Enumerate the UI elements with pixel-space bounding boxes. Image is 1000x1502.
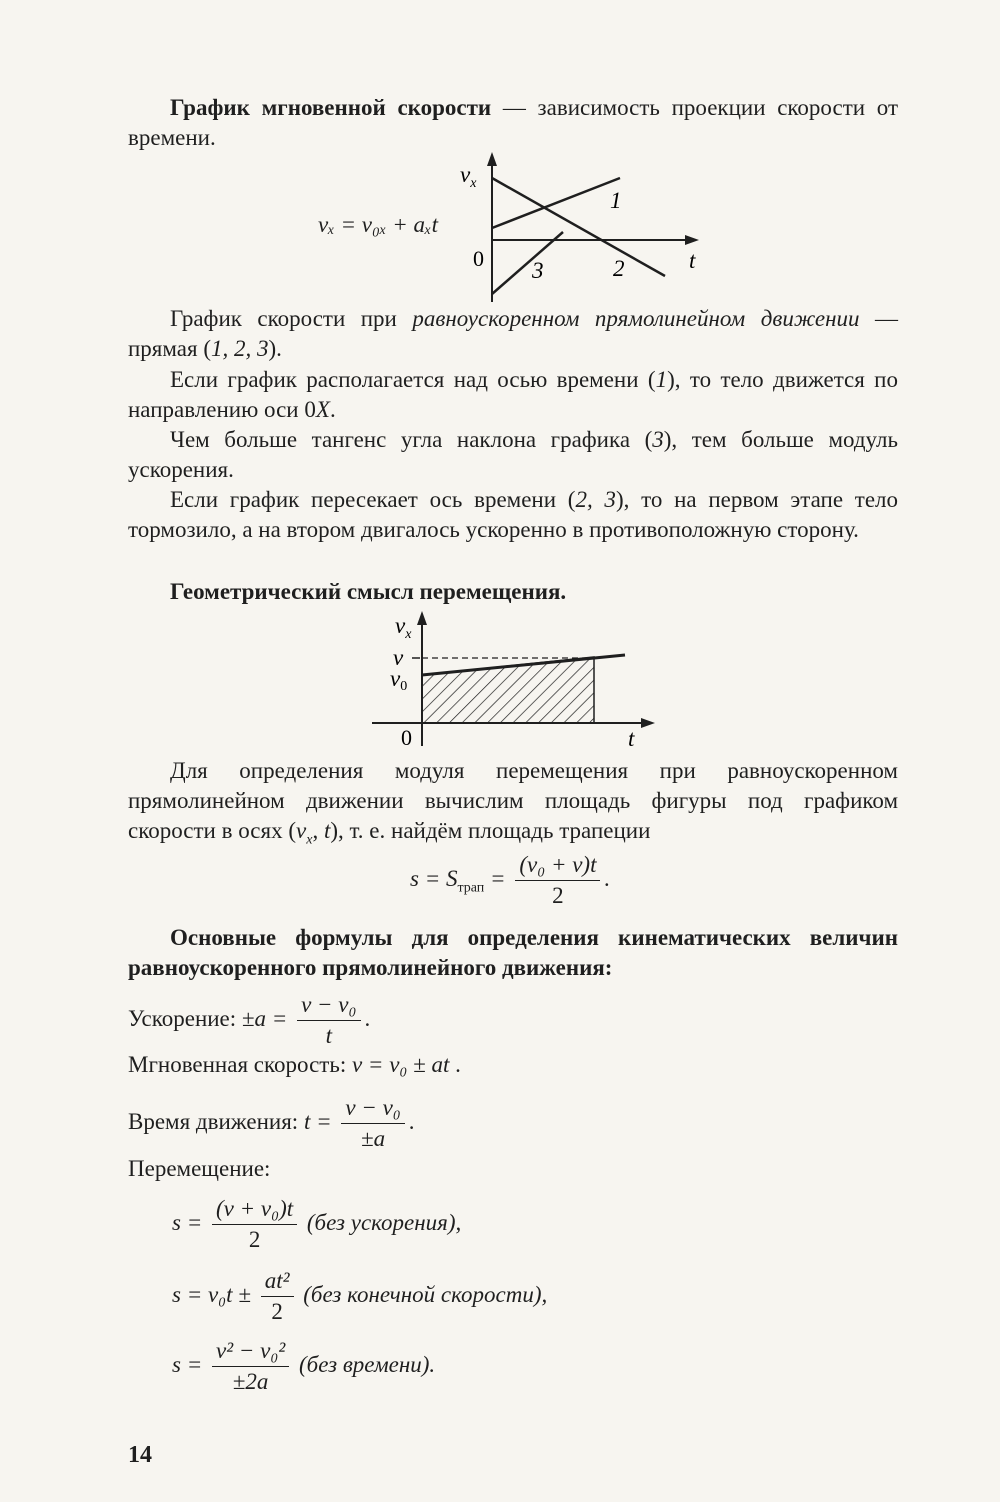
disp3-lhs: s = xyxy=(172,1351,203,1377)
page-number: 14 xyxy=(128,1442,152,1468)
paragraph-area: Для определения модуля перемещения при равноускоренном прямолинейном движении вычислим площадь фигуры под графиком скорости в осях ($v_x$, t), т. е. найдём площадь трапеции xyxy=(128,758,898,848)
disp2-den: 2 xyxy=(271,1299,283,1324)
para1-text-c: ). xyxy=(268,336,282,361)
speed-expr: v = v₀ ± at xyxy=(351,1052,450,1077)
trap-lhs: s = S xyxy=(410,865,458,891)
line-1-label: 1 xyxy=(610,188,622,213)
paragraph-above-axis xyxy=(128,365,898,425)
trap-den: 2 xyxy=(552,883,564,908)
displacement-graph xyxy=(360,608,670,758)
para4-text-b: ), то на первом этапе тело тормозило, а на втором двигалось ускоренно в противоположную сторону. xyxy=(128,487,899,542)
line-1 xyxy=(492,178,620,228)
graph1-x-label: t xyxy=(689,248,696,273)
para1-nums: 1, 2, 3 xyxy=(210,336,269,361)
para5-vx-sub: x xyxy=(306,832,313,848)
graph1-origin: 0 xyxy=(473,246,484,271)
paragraph-crossing xyxy=(128,485,898,545)
accel-den: t xyxy=(325,1023,332,1048)
graph2-v-label: v xyxy=(393,645,404,670)
graph2-y-axis-arrow xyxy=(417,611,427,625)
disp1-num: (v + v₀)t xyxy=(212,1196,297,1225)
time-den: ±a xyxy=(361,1126,386,1151)
para5-t: t xyxy=(323,818,331,843)
accel-lhs: ±a = xyxy=(241,1005,288,1031)
trap-end: . xyxy=(604,865,611,891)
disp2-fraction xyxy=(261,1268,294,1325)
disp1-note: (без ускорения), xyxy=(306,1209,462,1235)
disp2-note: (без конечной скорости), xyxy=(303,1281,548,1307)
para2-text-a: Если график располагается над осью времени ( xyxy=(170,367,656,392)
disp3-note: (без времени). xyxy=(298,1351,436,1377)
para5-text-b: ), т. е. найдём площадь трапеции xyxy=(330,818,651,843)
graph2-x-axis-arrow xyxy=(641,718,655,728)
disp3-den: ±2a xyxy=(232,1369,269,1394)
heading-basic-formulas: Основные формулы для определения кинематических величин равноускоренного прямолинейного движения: xyxy=(128,925,898,980)
graph1-y-label: $v_x$ xyxy=(460,162,477,191)
x-axis-arrow xyxy=(685,235,699,245)
disp1-den: 2 xyxy=(248,1227,261,1252)
formula-displacement-1 xyxy=(172,1196,461,1253)
para2-axis: X xyxy=(315,397,330,422)
line-3 xyxy=(492,232,563,294)
para1-italic: равноускоренном прямолинейном движении xyxy=(412,306,860,331)
accel-label: Ускорение: xyxy=(128,1005,237,1031)
para2-num: 1 xyxy=(655,367,668,392)
formula-time xyxy=(128,1095,415,1152)
formula-trapezoid: $s = S_{трап}$ = $\frac{\text{(v₀ + v)t}}{2}$ . xyxy=(410,852,611,908)
graph2-y-label: $v_x$ xyxy=(395,613,412,642)
disp1-lhs: s = xyxy=(172,1209,203,1235)
formula-instant-speed xyxy=(128,1052,461,1078)
para5-text-a: Для определения модуля перемещения при равноускоренном прямолинейном движении вычислим площадь фигуры под графиком скорости в осях ( xyxy=(128,758,898,843)
line-3-label: 3 xyxy=(532,258,544,283)
para2-text-c: . xyxy=(329,397,336,422)
para1-text-a: График скорости при xyxy=(170,306,413,331)
para5-vx: v xyxy=(296,818,307,843)
paragraph-tangent xyxy=(128,425,898,485)
line-2-label: 2 xyxy=(613,256,625,281)
para3-num: 3 xyxy=(652,427,664,452)
time-num: v − v₀ xyxy=(341,1095,404,1124)
disp3-fraction xyxy=(212,1338,289,1395)
line-2 xyxy=(492,178,665,276)
para2-text-b: ), то тело движется по направлению оси 0 xyxy=(128,367,898,422)
disp3-num: v² − v₀² xyxy=(212,1338,289,1367)
disp2-lhs: s = v₀t ± xyxy=(172,1281,251,1307)
graph2-v0-label: v0 xyxy=(390,666,408,694)
time-label: Время движения: xyxy=(128,1108,299,1134)
para4-nums: 2, 3 xyxy=(575,487,616,512)
intro-paragraph xyxy=(128,93,898,153)
speed-label: Мгновенная скорость: xyxy=(128,1052,347,1077)
graph2-origin: 0 xyxy=(401,725,412,750)
trap-num: (v₀ + v)t xyxy=(515,852,600,881)
intro-text: — зависимость проекции скорости от времени. xyxy=(128,95,899,150)
para3-text-a: Чем больше тангенс угла наклона графика ( xyxy=(170,427,653,452)
velocity-formula: vₓ = v₀ₓ + aₓt xyxy=(318,212,438,237)
disp1-fraction xyxy=(212,1196,297,1253)
trap-sub: трап xyxy=(457,880,485,896)
graph2-x-label: t xyxy=(628,726,635,751)
speed-end: . xyxy=(455,1052,461,1077)
trap-fraction xyxy=(515,852,600,909)
time-lhs: t = xyxy=(303,1108,332,1134)
disp2-num: at² xyxy=(261,1268,294,1297)
accel-num: v − v₀ xyxy=(297,992,360,1021)
time-end: . xyxy=(408,1108,415,1134)
displacement-label: Перемещение: xyxy=(128,1156,271,1181)
para1-text-b: — прямая ( xyxy=(128,306,899,361)
time-fraction xyxy=(341,1095,404,1152)
heading-instant-velocity: График мгновенной скорости xyxy=(170,95,492,120)
heading-geometric-meaning: Геометрический смысл перемещения. xyxy=(170,579,567,604)
velocity-graph xyxy=(455,150,705,310)
formula-displacement-2 xyxy=(172,1268,547,1325)
formula-acceleration xyxy=(128,992,370,1049)
formula-displacement-3 xyxy=(172,1338,435,1395)
y-axis-arrow xyxy=(487,152,497,166)
accel-fraction xyxy=(297,992,360,1049)
para4-text-a: Если график пересекает ось времени ( xyxy=(170,487,576,512)
paragraph-straight-line xyxy=(128,304,898,364)
para3-text-b: ), тем больше модуль ускорения. xyxy=(128,427,899,482)
accel-end: . xyxy=(364,1005,371,1031)
